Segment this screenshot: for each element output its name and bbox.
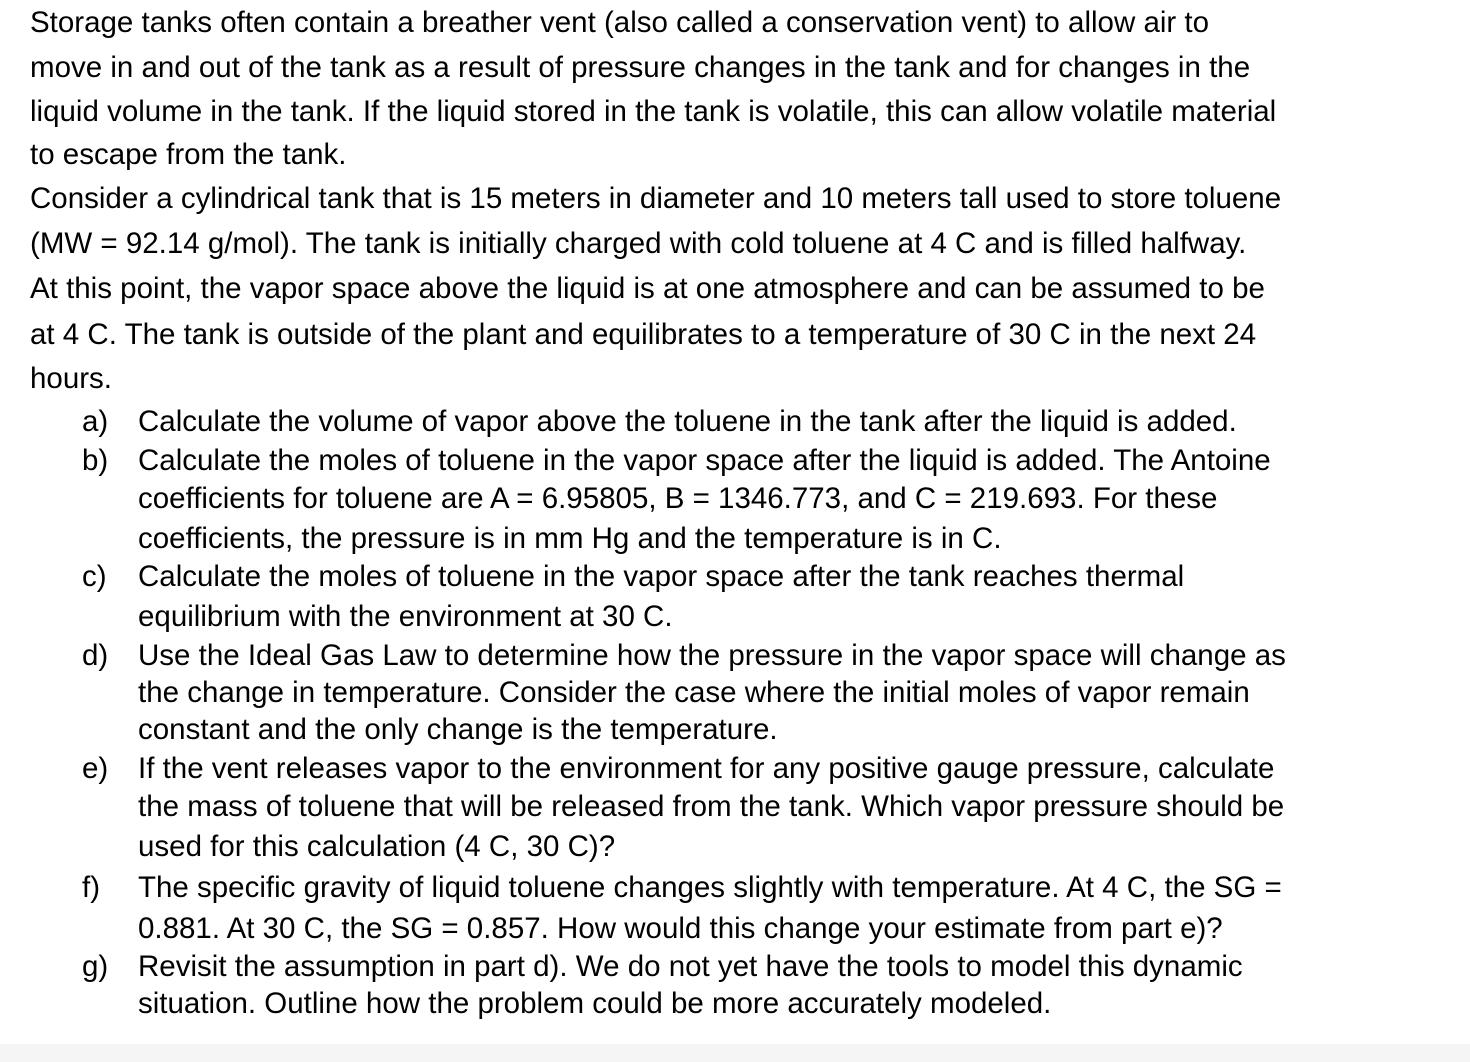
problem-line: At this point, the vapor space above the liquid is at one atmosphere and can be assumed to be bbox=[30, 272, 1265, 305]
question-marker-f: f) bbox=[82, 871, 101, 904]
question-d-line: Use the Ideal Gas Law to determine how the pressure in the vapor space will change as bbox=[138, 639, 1286, 672]
intro-line: liquid volume in the tank. If the liquid stored in the tank is volatile, this can allow volatile material bbox=[30, 95, 1277, 128]
intro-line: to escape from the tank. bbox=[30, 138, 347, 171]
question-marker-c: c) bbox=[82, 560, 107, 593]
question-marker-g: g) bbox=[82, 950, 109, 983]
question-e-line: If the vent releases vapor to the environment for any positive gauge pressure, calculate bbox=[138, 752, 1275, 785]
question-e-line: used for this calculation (4 C, 30 C)? bbox=[138, 830, 616, 863]
question-d-line: the change in temperature. Consider the case where the initial moles of vapor remain bbox=[138, 676, 1250, 709]
question-f-line: The specific gravity of liquid toluene changes slightly with temperature. At 4 C, the SG = bbox=[138, 871, 1282, 904]
problem-line: at 4 C. The tank is outside of the plant and equilibrates to a temperature of 30 C in the next 24 bbox=[30, 318, 1257, 351]
question-f-line: 0.881. At 30 C, the SG = 0.857. How would this change your estimate from part e)? bbox=[138, 912, 1223, 945]
problem-line: Consider a cylindrical tank that is 15 meters in diameter and 10 meters tall used to store toluene bbox=[30, 182, 1282, 215]
question-e-line: the mass of toluene that will be released from the tank. Which vapor pressure should be bbox=[138, 790, 1285, 823]
page-bottom-edge bbox=[0, 1044, 1470, 1062]
question-marker-a: a) bbox=[82, 405, 109, 438]
question-marker-b: b) bbox=[82, 444, 109, 477]
question-c-line: Calculate the moles of toluene in the vapor space after the tank reaches thermal bbox=[138, 560, 1185, 593]
problem-line: (MW = 92.14 g/mol). The tank is initially charged with cold toluene at 4 C and is filled halfway. bbox=[30, 227, 1247, 260]
question-c-line: equilibrium with the environment at 30 C. bbox=[138, 600, 673, 633]
question-b-line: coefficients for toluene are A = 6.95805, B = 1346.773, and C = 219.693. For these bbox=[138, 482, 1218, 515]
question-a-line: Calculate the volume of vapor above the toluene in the tank after the liquid is added. bbox=[138, 405, 1237, 438]
question-b-line: coefficients, the pressure is in mm Hg and the temperature is in C. bbox=[138, 522, 1002, 555]
question-g-line: situation. Outline how the problem could be more accurately modeled. bbox=[138, 987, 1052, 1020]
question-marker-e: e) bbox=[82, 752, 109, 785]
intro-line: move in and out of the tank as a result of pressure changes in the tank and for changes in the bbox=[30, 51, 1251, 84]
question-g-line: Revisit the assumption in part d). We do not yet have the tools to model this dynamic bbox=[138, 950, 1243, 983]
question-b-line: Calculate the moles of toluene in the vapor space after the liquid is added. The Antoine bbox=[138, 444, 1271, 477]
question-d-line: constant and the only change is the temperature. bbox=[138, 713, 778, 746]
question-marker-d: d) bbox=[82, 639, 109, 672]
problem-line: hours. bbox=[30, 362, 112, 395]
intro-line: Storage tanks often contain a breather vent (also called a conservation vent) to allow air to bbox=[30, 6, 1210, 39]
